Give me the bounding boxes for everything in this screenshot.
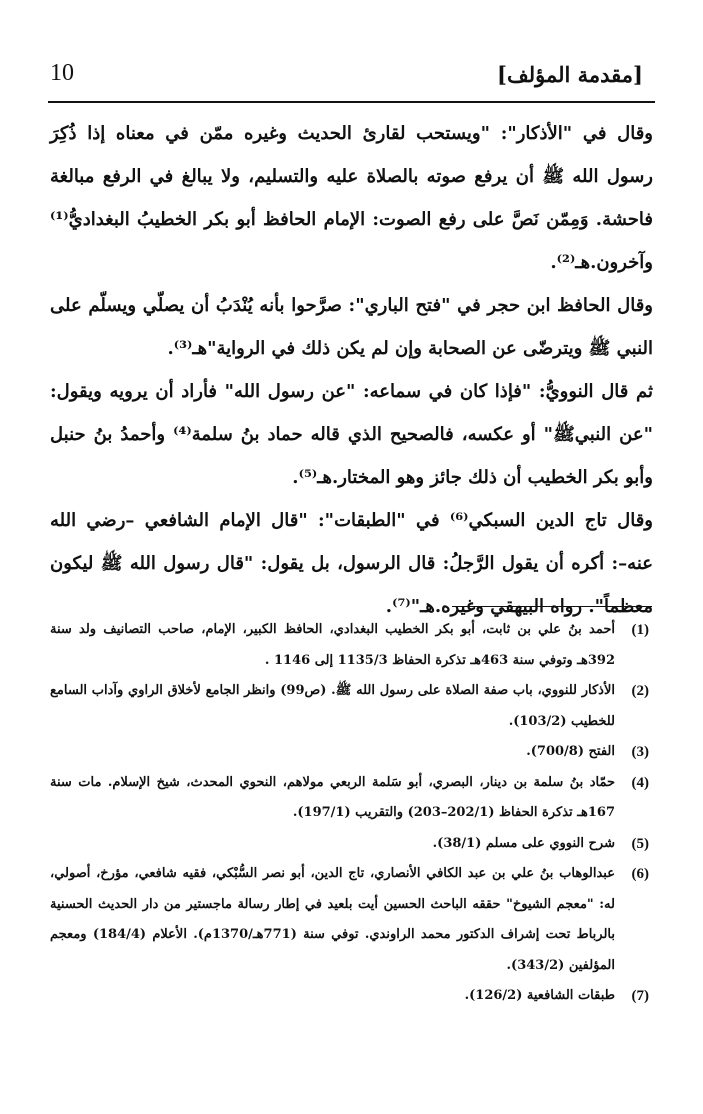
footnote [50, 829, 649, 860]
footnote [50, 676, 649, 737]
page-number: 10 [50, 60, 74, 86]
footnote-number: (3) [631, 744, 649, 760]
footnote [50, 615, 649, 676]
running-header: [مقدمة المؤلف] [497, 62, 643, 87]
footnote-text: أحمد بنُ علي بن ثابت، أبو بكر الخطيب البغدادي، الحافظ الكبير، الإمام، صاحب التصانيف ولد سنة 392هـ وتوفي سنة 463هـ تذكرة الحفاظ 1135/3 إلى 1146 . [50, 622, 615, 668]
footnote-number: (6) [631, 866, 649, 882]
footnote-number: (1) [631, 622, 649, 638]
footnote-text: الفتح (700/8). [526, 744, 615, 759]
footnote [50, 768, 649, 829]
footnote-number: (7) [631, 988, 649, 1004]
footnote-text: حمّاد بنُ سلمة بن دينار، البصري، أبو سَلمة الربعي مولاهم، النحوي المحدث، شيخ الإسلام. مات سنة 167هـ تذكرة الحفاظ (202/1–203) والتقريب (197/1). [50, 774, 615, 820]
paragraph: وقال تاج الدين السبكي⁽⁶⁾ في "الطبقات": "قال الإمام الشافعي –رضي الله عنه–: أكره أن يقول الرَّجلُ: قال الرسول، بل يقول: "قال رسول الله ﷺ ليكون معظماً". رواه البيهقي وغيره.هـ"⁽⁷⁾. [50, 510, 653, 617]
main-text [50, 112, 653, 628]
footnote-text: شرح النووي على مسلم (38/1). [432, 835, 615, 851]
footnote-number: (4) [631, 774, 649, 791]
footnote-number: (2) [631, 683, 649, 699]
footnote [50, 859, 649, 981]
footnote-separator [452, 606, 652, 607]
header-rule [48, 101, 655, 103]
paragraph: ثم قال النوويُّ: "فإذا كان في سماعه: "عن رسول الله" فأراد أن يرويه ويقول: "عن النبيﷺ" أو عكسه، فالصحيح الذي قاله حماد بنُ سلمة⁽⁴⁾ وأحمدُ بنُ حنبل وأبو بكر الخطيب أن ذلك جائز وهو المختار.هـ⁽⁵⁾. [50, 381, 654, 488]
footnote [50, 981, 649, 1012]
footnotes [50, 615, 649, 1012]
footnote-number: (5) [631, 835, 649, 852]
footnote-text: طبقات الشافعية (126/2). [464, 988, 615, 1003]
paragraph: وقال الحافظ ابن حجر في "فتح الباري": صرَّحوا بأنه يُنْدَبُ أن يصلّي ويسلّم على النبي ﷺ ويترضّى عن الصحابة وإن لم يكن ذلك في الرواية"هـ⁽³⁾. [50, 295, 653, 359]
footnote-text: الأذكار للنووي، باب صفة الصلاة على رسول الله ﷺ. (ص99) وانظر الجامع لأخلاق الراوي وآداب السامع للخطيب (103/2). [50, 683, 615, 729]
footnote [50, 737, 649, 768]
footnote-text: عبدالوهاب بنُ علي بن عبد الكافي الأنصاري، تاج الدين، أبو نصر السُّبْكي، فقيه شافعي، مؤرخ، أصولي، له: "معجم الشيوخ" حققه الباحث الحسين أيت بلعيد في إطار رسالة ماجستير من دار الحديث الحسنية بالرباط تحت إشراف الدكتور محمد الراوندي. توفي سنة (771هـ/1370م). الأعلام (184/4) ومعجم المؤلفين (343/2). [50, 866, 615, 973]
paragraph: وقال في "الأذكار": "ويستحب لقارئ الحديث وغيره ممّن في معناه إذا ذُكِرَ رسول الله ﷺ أن يرفع صوته بالصلاة عليه والتسليم، ولا يبالغ في الرفع مبالغة فاحشة. وَمِمّن نَصَّ على رفع الصوت: الإمام الحافظ أبو بكر الخطيبُ البغداديُّ⁽¹⁾ وآخرون.هـ⁽²⁾. [50, 123, 653, 273]
